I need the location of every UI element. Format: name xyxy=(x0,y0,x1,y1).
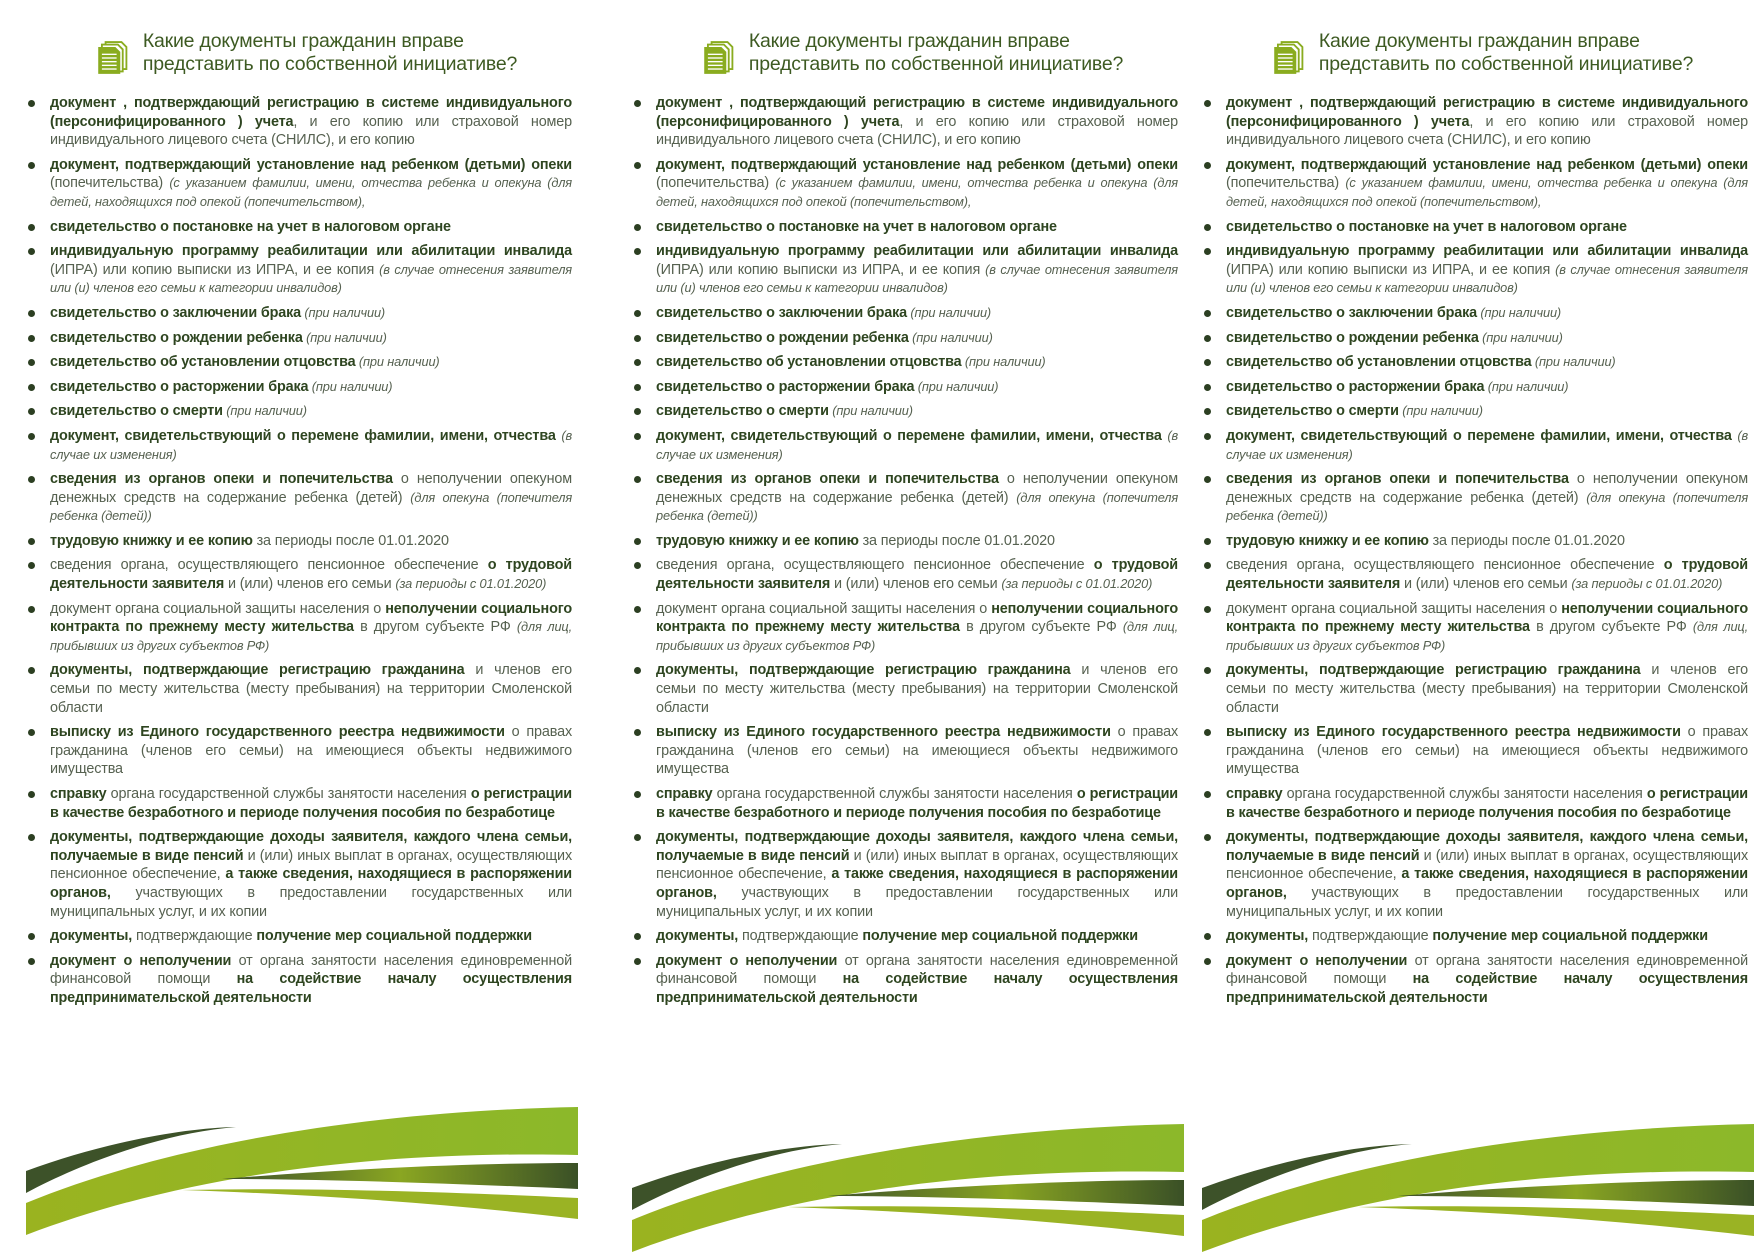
document-list-item xyxy=(628,556,1178,593)
document-list-item xyxy=(22,600,572,656)
document-list-item xyxy=(1198,927,1748,946)
document-list-item xyxy=(22,353,572,372)
item-text: органа государственной службы занятости населения xyxy=(712,786,1077,802)
document-list-item xyxy=(1198,470,1748,526)
item-text: подтверждающие xyxy=(738,928,863,945)
item-note-text: (при наличии) xyxy=(1531,354,1616,370)
item-bold-text: документ, подтверждающий установление над ребенком (детьми) опеки xyxy=(1226,156,1748,173)
document-list-item xyxy=(1198,378,1748,397)
document-list-item xyxy=(1198,828,1748,921)
item-bold-text: свидетельство о рождении ребенка xyxy=(1226,329,1479,346)
item-text: в другом субъекте РФ xyxy=(959,619,1123,636)
document-list-item xyxy=(1198,94,1748,150)
item-note-text: (при наличии) xyxy=(355,354,440,370)
item-bold-text: о регистрации в качестве безработного и периоде получения пособия по безработице xyxy=(1226,786,1748,821)
item-bold-text: трудовую книжку и ее копию xyxy=(656,532,859,549)
document-list-item xyxy=(22,329,572,348)
item-bold-text: свидетельство о постановке на учет в налоговом органе xyxy=(656,218,1057,235)
document-list-item xyxy=(628,927,1178,946)
document-list-item xyxy=(22,532,572,551)
item-bold-text: справку xyxy=(656,786,713,802)
panel-header xyxy=(97,30,572,90)
panel-title: Какие документы гражданин вправе представить по собственной инициативе? xyxy=(1318,30,1694,75)
item-bold-text: свидетельство об установлении отцовства xyxy=(50,354,356,371)
item-bold-text: документы, подтверждающие доходы заявителя, каждого члена семьи, получаемые в виде пенсий xyxy=(50,829,572,864)
item-bold-text: а также сведения, находящиеся в распоряжении органов, xyxy=(656,866,1178,901)
decorative-wave xyxy=(628,1120,1184,1260)
item-note-text: (для лиц, прибывших из других субъектов РФ) xyxy=(1226,619,1748,653)
item-note-text: (для опекуна (попечителя ребенка (детей)) xyxy=(1226,489,1749,524)
item-note-text: (за периоды с 01.01.2020) xyxy=(395,576,547,592)
item-text: подтверждающие xyxy=(132,928,257,945)
item-text: органа государственной службы занятости населения xyxy=(106,786,471,802)
item-text: , и его копию или страховой номер индивидуального лицевого счета (СНИЛС), и его копию xyxy=(1226,113,1749,149)
item-bold-text: документы, подтверждающие доходы заявителя, каждого члена семьи, получаемые в виде пенсий xyxy=(1226,829,1748,864)
item-bold-text: свидетельство о расторжении брака xyxy=(656,378,915,395)
item-bold-text: справку xyxy=(50,786,107,802)
item-bold-text: свидетельство о смерти xyxy=(1226,403,1399,420)
document-list-item xyxy=(628,828,1178,921)
item-bold-text: выписку из Единого государственного реестра недвижимости xyxy=(50,724,505,741)
item-text: документ органа социальной защиты населения о xyxy=(50,600,386,617)
leaflet-panel-2 xyxy=(628,30,1178,1241)
document-list-item xyxy=(22,427,572,464)
item-text: (попечительства) xyxy=(1226,175,1346,192)
item-text: от органа занятости населения единовременной финансовой помощи xyxy=(50,952,572,988)
document-list-item xyxy=(1198,785,1748,822)
item-bold-text: о трудовой деятельности заявителя xyxy=(50,557,572,593)
item-bold-text: получение мер социальной поддержки xyxy=(256,928,532,945)
item-text: (ИПРА) или копию выписки из ИПРА, и ее копия xyxy=(50,261,380,278)
item-bold-text: свидетельство о заключении брака xyxy=(1226,304,1478,321)
item-bold-text: документы, xyxy=(1226,928,1309,945)
item-text: участвующих в предоставлении государственных или муниципальных услуг, и их копии xyxy=(50,884,572,920)
item-text: в другом субъекте РФ xyxy=(1529,619,1693,636)
document-list-item xyxy=(1198,402,1748,421)
item-text: за периоды после 01.01.2020 xyxy=(1428,532,1625,549)
item-bold-text: документ, свидетельствующий о перемене фамилии, имени, отчества xyxy=(1226,427,1738,444)
item-bold-text: свидетельство о расторжении брака xyxy=(1226,378,1485,395)
item-note-text: (в случае их изменения) xyxy=(1226,427,1748,462)
item-bold-text: свидетельство о заключении брака xyxy=(50,304,302,321)
item-bold-text: индивидуальную программу реабилитации или абилитации инвалида xyxy=(50,243,572,260)
document-list-item xyxy=(628,218,1178,237)
item-text: и (или) иных выплат в органах, осуществляющих пенсионное обеспечение, xyxy=(1226,847,1748,883)
item-note-text: (при наличии) xyxy=(222,403,307,419)
item-bold-text: трудовую книжку и ее копию xyxy=(1226,532,1429,549)
item-text: и (или) членов его семьи xyxy=(224,576,396,593)
item-note-text: (при наличии) xyxy=(828,403,913,419)
item-bold-text: свидетельство о заключении брака xyxy=(656,304,908,321)
item-bold-text: на содействие началу осуществления предпринимательской деятельности xyxy=(656,971,1178,1006)
documents-list xyxy=(628,94,1178,1008)
item-bold-text: индивидуальную программу реабилитации или абилитации инвалида xyxy=(656,243,1178,260)
documents-list xyxy=(22,94,572,1008)
item-note-text: (в случае отнесения заявителя или (и) членов его семьи к категории инвалидов) xyxy=(656,261,1178,296)
item-bold-text: неполучении социального контракта по прежнему месту жительства xyxy=(656,600,1179,636)
item-text: и (или) иных выплат в органах, осуществляющих пенсионное обеспечение, xyxy=(50,847,572,883)
item-bold-text: свидетельство об установлении отцовства xyxy=(1226,354,1532,371)
item-note-text: (при наличии) xyxy=(302,329,387,345)
item-bold-text: свидетельство о рождении ребенка xyxy=(50,329,303,346)
item-text: подтверждающие xyxy=(1308,928,1433,945)
document-list-item xyxy=(1198,952,1748,1008)
document-list-item xyxy=(1198,427,1748,464)
item-text: и членов его семьи по месту жительства (месту пребывания) на территории Смоленской области xyxy=(656,662,1178,716)
leaflet-panel-1 xyxy=(22,30,572,1241)
item-bold-text: документы, xyxy=(656,928,739,945)
document-list-item xyxy=(22,556,572,593)
item-text: о неполучении опекуном денежных средств на содержание ребенка (детей) xyxy=(656,471,1178,506)
document-list-item xyxy=(22,156,572,212)
item-note-text: (при наличии) xyxy=(1398,403,1483,419)
item-bold-text: выписку из Единого государственного реестра недвижимости xyxy=(656,724,1111,741)
item-note-text: (в случае отнесения заявителя или (и) членов его семьи к категории инвалидов) xyxy=(1226,261,1748,296)
item-bold-text: получение мер социальной поддержки xyxy=(862,928,1138,945)
item-text: (попечительства) xyxy=(50,175,170,192)
document-list-item xyxy=(22,378,572,397)
document-list-item xyxy=(1198,723,1748,779)
panel-header xyxy=(703,30,1178,90)
item-bold-text: документ , подтверждающий регистрацию в системе индивидуального (персонифицированного ) учета xyxy=(1226,95,1748,130)
document-list-item xyxy=(628,785,1178,822)
document-list-item xyxy=(22,94,572,150)
item-text: участвующих в предоставлении государственных или муниципальных услуг, и их копии xyxy=(656,884,1178,920)
item-bold-text: свидетельство о постановке на учет в налоговом органе xyxy=(1226,218,1627,235)
item-note-text: (с указанием фамилии, имени, отчества ребенка и опекуна (для детей, находящихся под опекой (попечительством), xyxy=(656,175,1178,209)
item-note-text: (для опекуна (попечителя ребенка (детей)) xyxy=(50,489,573,524)
item-text: и членов его семьи по месту жительства (месту пребывания) на территории Смоленской области xyxy=(1226,662,1748,716)
document-list-item xyxy=(22,218,572,237)
item-bold-text: документ, свидетельствующий о перемене фамилии, имени, отчества xyxy=(50,427,562,444)
item-bold-text: документ , подтверждающий регистрацию в системе индивидуального (персонифицированного ) учета xyxy=(656,95,1178,130)
item-text: о неполучении опекуном денежных средств на содержание ребенка (детей) xyxy=(1226,471,1748,506)
item-bold-text: свидетельство о постановке на учет в налоговом органе xyxy=(50,218,451,235)
document-list-item xyxy=(1198,532,1748,551)
item-bold-text: документ о неполучении xyxy=(1226,952,1408,969)
documents-stack-icon xyxy=(703,30,735,86)
document-list-item xyxy=(628,378,1178,397)
item-bold-text: о регистрации в качестве безработного и периоде получения пособия по безработице xyxy=(50,786,572,821)
document-list-item xyxy=(628,353,1178,372)
document-list-item xyxy=(1198,661,1748,717)
document-list-item xyxy=(628,329,1178,348)
item-text: , и его копию или страховой номер индивидуального лицевого счета (СНИЛС), и его копию xyxy=(50,113,573,149)
item-note-text: (при наличии) xyxy=(1478,329,1563,345)
item-note-text: (за периоды с 01.01.2020) xyxy=(1001,576,1153,592)
item-bold-text: документ, подтверждающий установление над ребенком (детьми) опеки xyxy=(656,156,1178,173)
document-list-item xyxy=(628,723,1178,779)
decorative-wave xyxy=(1198,1120,1754,1260)
item-note-text: (за периоды с 01.01.2020) xyxy=(1571,576,1723,592)
item-text: документ органа социальной защиты населения о xyxy=(1226,600,1562,617)
item-bold-text: трудовую книжку и ее копию xyxy=(50,532,253,549)
document-list-item xyxy=(22,952,572,1008)
document-list-item xyxy=(628,402,1178,421)
document-list-item xyxy=(22,785,572,822)
item-text: сведения органа, осуществляющего пенсионное обеспечение xyxy=(656,557,1094,574)
item-bold-text: о регистрации в качестве безработного и периоде получения пособия по безработице xyxy=(656,786,1178,821)
document-list-item xyxy=(22,402,572,421)
item-bold-text: сведения из органов опеки и попечительства xyxy=(50,471,393,488)
item-text: и (или) членов его семьи xyxy=(830,576,1002,593)
item-bold-text: сведения из органов опеки и попечительства xyxy=(1226,471,1569,488)
document-list-item xyxy=(628,470,1178,526)
item-text: и (или) иных выплат в органах, осуществляющих пенсионное обеспечение, xyxy=(656,847,1178,883)
item-bold-text: документ о неполучении xyxy=(50,952,232,969)
item-bold-text: свидетельство о рождении ребенка xyxy=(656,329,909,346)
item-text: о правах гражданина (членов его семьи) на имеющиеся объекты недвижимого имущества xyxy=(1226,724,1748,778)
item-note-text: (для лиц, прибывших из других субъектов РФ) xyxy=(50,619,572,653)
item-bold-text: свидетельство о смерти xyxy=(656,403,829,420)
panel-title: Какие документы гражданин вправе представить по собственной инициативе? xyxy=(142,30,518,75)
item-text: и членов его семьи по месту жительства (месту пребывания) на территории Смоленской области xyxy=(50,662,572,716)
item-text: от органа занятости населения единовременной финансовой помощи xyxy=(656,952,1178,988)
item-text: документ органа социальной защиты населения о xyxy=(656,600,992,617)
document-list-item xyxy=(628,532,1178,551)
item-text: и (или) членов его семьи xyxy=(1400,576,1572,593)
document-list-item xyxy=(628,661,1178,717)
item-text: органа государственной службы занятости населения xyxy=(1282,786,1647,802)
item-bold-text: свидетельство о расторжении брака xyxy=(50,378,309,395)
item-text: (ИПРА) или копию выписки из ИПРА, и ее копия xyxy=(656,261,986,278)
item-note-text: (при наличии) xyxy=(961,354,1046,370)
document-list-item xyxy=(1198,218,1748,237)
document-list-item xyxy=(628,242,1178,298)
document-list-item xyxy=(22,723,572,779)
item-text: за периоды после 01.01.2020 xyxy=(858,532,1055,549)
item-bold-text: документ, подтверждающий установление над ребенком (детьми) опеки xyxy=(50,156,572,173)
document-list-item xyxy=(22,304,572,323)
document-list-item xyxy=(22,661,572,717)
panel-header xyxy=(1273,30,1748,90)
item-text: о неполучении опекуном денежных средств на содержание ребенка (детей) xyxy=(50,471,572,506)
item-text: , и его копию или страховой номер индивидуального лицевого счета (СНИЛС), и его копию xyxy=(656,113,1179,149)
item-bold-text: документы, xyxy=(50,928,133,945)
document-list-item xyxy=(22,470,572,526)
item-bold-text: на содействие началу осуществления предпринимательской деятельности xyxy=(1226,971,1748,1006)
item-text: сведения органа, осуществляющего пенсионное обеспечение xyxy=(50,557,488,574)
item-bold-text: выписку из Единого государственного реестра недвижимости xyxy=(1226,724,1681,741)
item-text: (попечительства) xyxy=(656,175,776,192)
item-text: сведения органа, осуществляющего пенсионное обеспечение xyxy=(1226,557,1664,574)
documents-stack-icon xyxy=(97,30,129,86)
item-bold-text: документы, подтверждающие регистрацию гражданина xyxy=(1226,662,1641,679)
item-note-text: (с указанием фамилии, имени, отчества ребенка и опекуна (для детей, находящихся под опекой (попечительством), xyxy=(50,175,572,209)
item-note-text: (с указанием фамилии, имени, отчества ребенка и опекуна (для детей, находящихся под опекой (попечительством), xyxy=(1226,175,1748,209)
document-list-item xyxy=(22,828,572,921)
document-list-item xyxy=(1198,556,1748,593)
document-list-item xyxy=(628,304,1178,323)
leaflet-panel-3 xyxy=(1198,30,1748,1241)
item-bold-text: получение мер социальной поддержки xyxy=(1432,928,1708,945)
item-bold-text: сведения из органов опеки и попечительства xyxy=(656,471,999,488)
documents-list xyxy=(1198,94,1748,1008)
item-bold-text: неполучении социального контракта по прежнему месту жительства xyxy=(1226,600,1749,636)
item-bold-text: неполучении социального контракта по прежнему месту жительства xyxy=(50,600,573,636)
item-bold-text: свидетельство об установлении отцовства xyxy=(656,354,962,371)
item-bold-text: индивидуальную программу реабилитации или абилитации инвалида xyxy=(1226,243,1748,260)
document-list-item xyxy=(628,427,1178,464)
item-note-text: (для опекуна (попечителя ребенка (детей)) xyxy=(656,489,1179,524)
document-list-item xyxy=(628,156,1178,212)
item-text: в другом субъекте РФ xyxy=(353,619,517,636)
item-note-text: (в случае отнесения заявителя или (и) членов его семьи к категории инвалидов) xyxy=(50,261,572,296)
item-text: участвующих в предоставлении государственных или муниципальных услуг, и их копии xyxy=(1226,884,1748,920)
item-note-text: (в случае их изменения) xyxy=(50,427,572,462)
document-list-item xyxy=(1198,156,1748,212)
item-note-text: (в случае их изменения) xyxy=(656,427,1178,462)
item-bold-text: документ о неполучении xyxy=(656,952,838,969)
item-text: (ИПРА) или копию выписки из ИПРА, и ее копия xyxy=(1226,261,1556,278)
item-text: о правах гражданина (членов его семьи) на имеющиеся объекты недвижимого имущества xyxy=(656,724,1178,778)
document-list-item xyxy=(628,94,1178,150)
document-list-item xyxy=(1198,242,1748,298)
item-bold-text: о трудовой деятельности заявителя xyxy=(656,557,1178,593)
item-text: о правах гражданина (членов его семьи) на имеющиеся объекты недвижимого имущества xyxy=(50,724,572,778)
document-list-item xyxy=(628,600,1178,656)
item-note-text: (при наличии) xyxy=(301,304,386,320)
item-bold-text: документ , подтверждающий регистрацию в системе индивидуального (персонифицированного ) учета xyxy=(50,95,572,130)
item-note-text: (при наличии) xyxy=(907,304,992,320)
item-note-text: (при наличии) xyxy=(908,329,993,345)
item-note-text: (при наличии) xyxy=(308,378,393,394)
item-bold-text: а также сведения, находящиеся в распоряжении органов, xyxy=(50,866,572,901)
document-list-item xyxy=(1198,600,1748,656)
item-note-text: (при наличии) xyxy=(1477,304,1562,320)
document-list-item xyxy=(1198,329,1748,348)
item-bold-text: документы, подтверждающие регистрацию гражданина xyxy=(656,662,1071,679)
item-note-text: (для лиц, прибывших из других субъектов РФ) xyxy=(656,619,1178,653)
panel-title: Какие документы гражданин вправе представить по собственной инициативе? xyxy=(748,30,1124,75)
item-bold-text: на содействие началу осуществления предпринимательской деятельности xyxy=(50,971,572,1006)
item-note-text: (при наличии) xyxy=(1484,378,1569,394)
decorative-wave xyxy=(22,1103,578,1243)
item-bold-text: документы, подтверждающие доходы заявителя, каждого члена семьи, получаемые в виде пенсий xyxy=(656,829,1178,864)
document-list-item xyxy=(1198,353,1748,372)
document-list-item xyxy=(1198,304,1748,323)
item-bold-text: документы, подтверждающие регистрацию гражданина xyxy=(50,662,465,679)
item-text: от органа занятости населения единовременной финансовой помощи xyxy=(1226,952,1748,988)
documents-stack-icon xyxy=(1273,30,1305,86)
document-list-item xyxy=(22,242,572,298)
item-note-text: (при наличии) xyxy=(914,378,999,394)
document-list-item xyxy=(22,927,572,946)
document-list-item xyxy=(628,952,1178,1008)
item-bold-text: о трудовой деятельности заявителя xyxy=(1226,557,1748,593)
item-bold-text: справку xyxy=(1226,786,1283,802)
item-bold-text: документ, свидетельствующий о перемене фамилии, имени, отчества xyxy=(656,427,1168,444)
item-text: за периоды после 01.01.2020 xyxy=(252,532,449,549)
item-bold-text: а также сведения, находящиеся в распоряжении органов, xyxy=(1226,866,1748,901)
item-bold-text: свидетельство о смерти xyxy=(50,403,223,420)
